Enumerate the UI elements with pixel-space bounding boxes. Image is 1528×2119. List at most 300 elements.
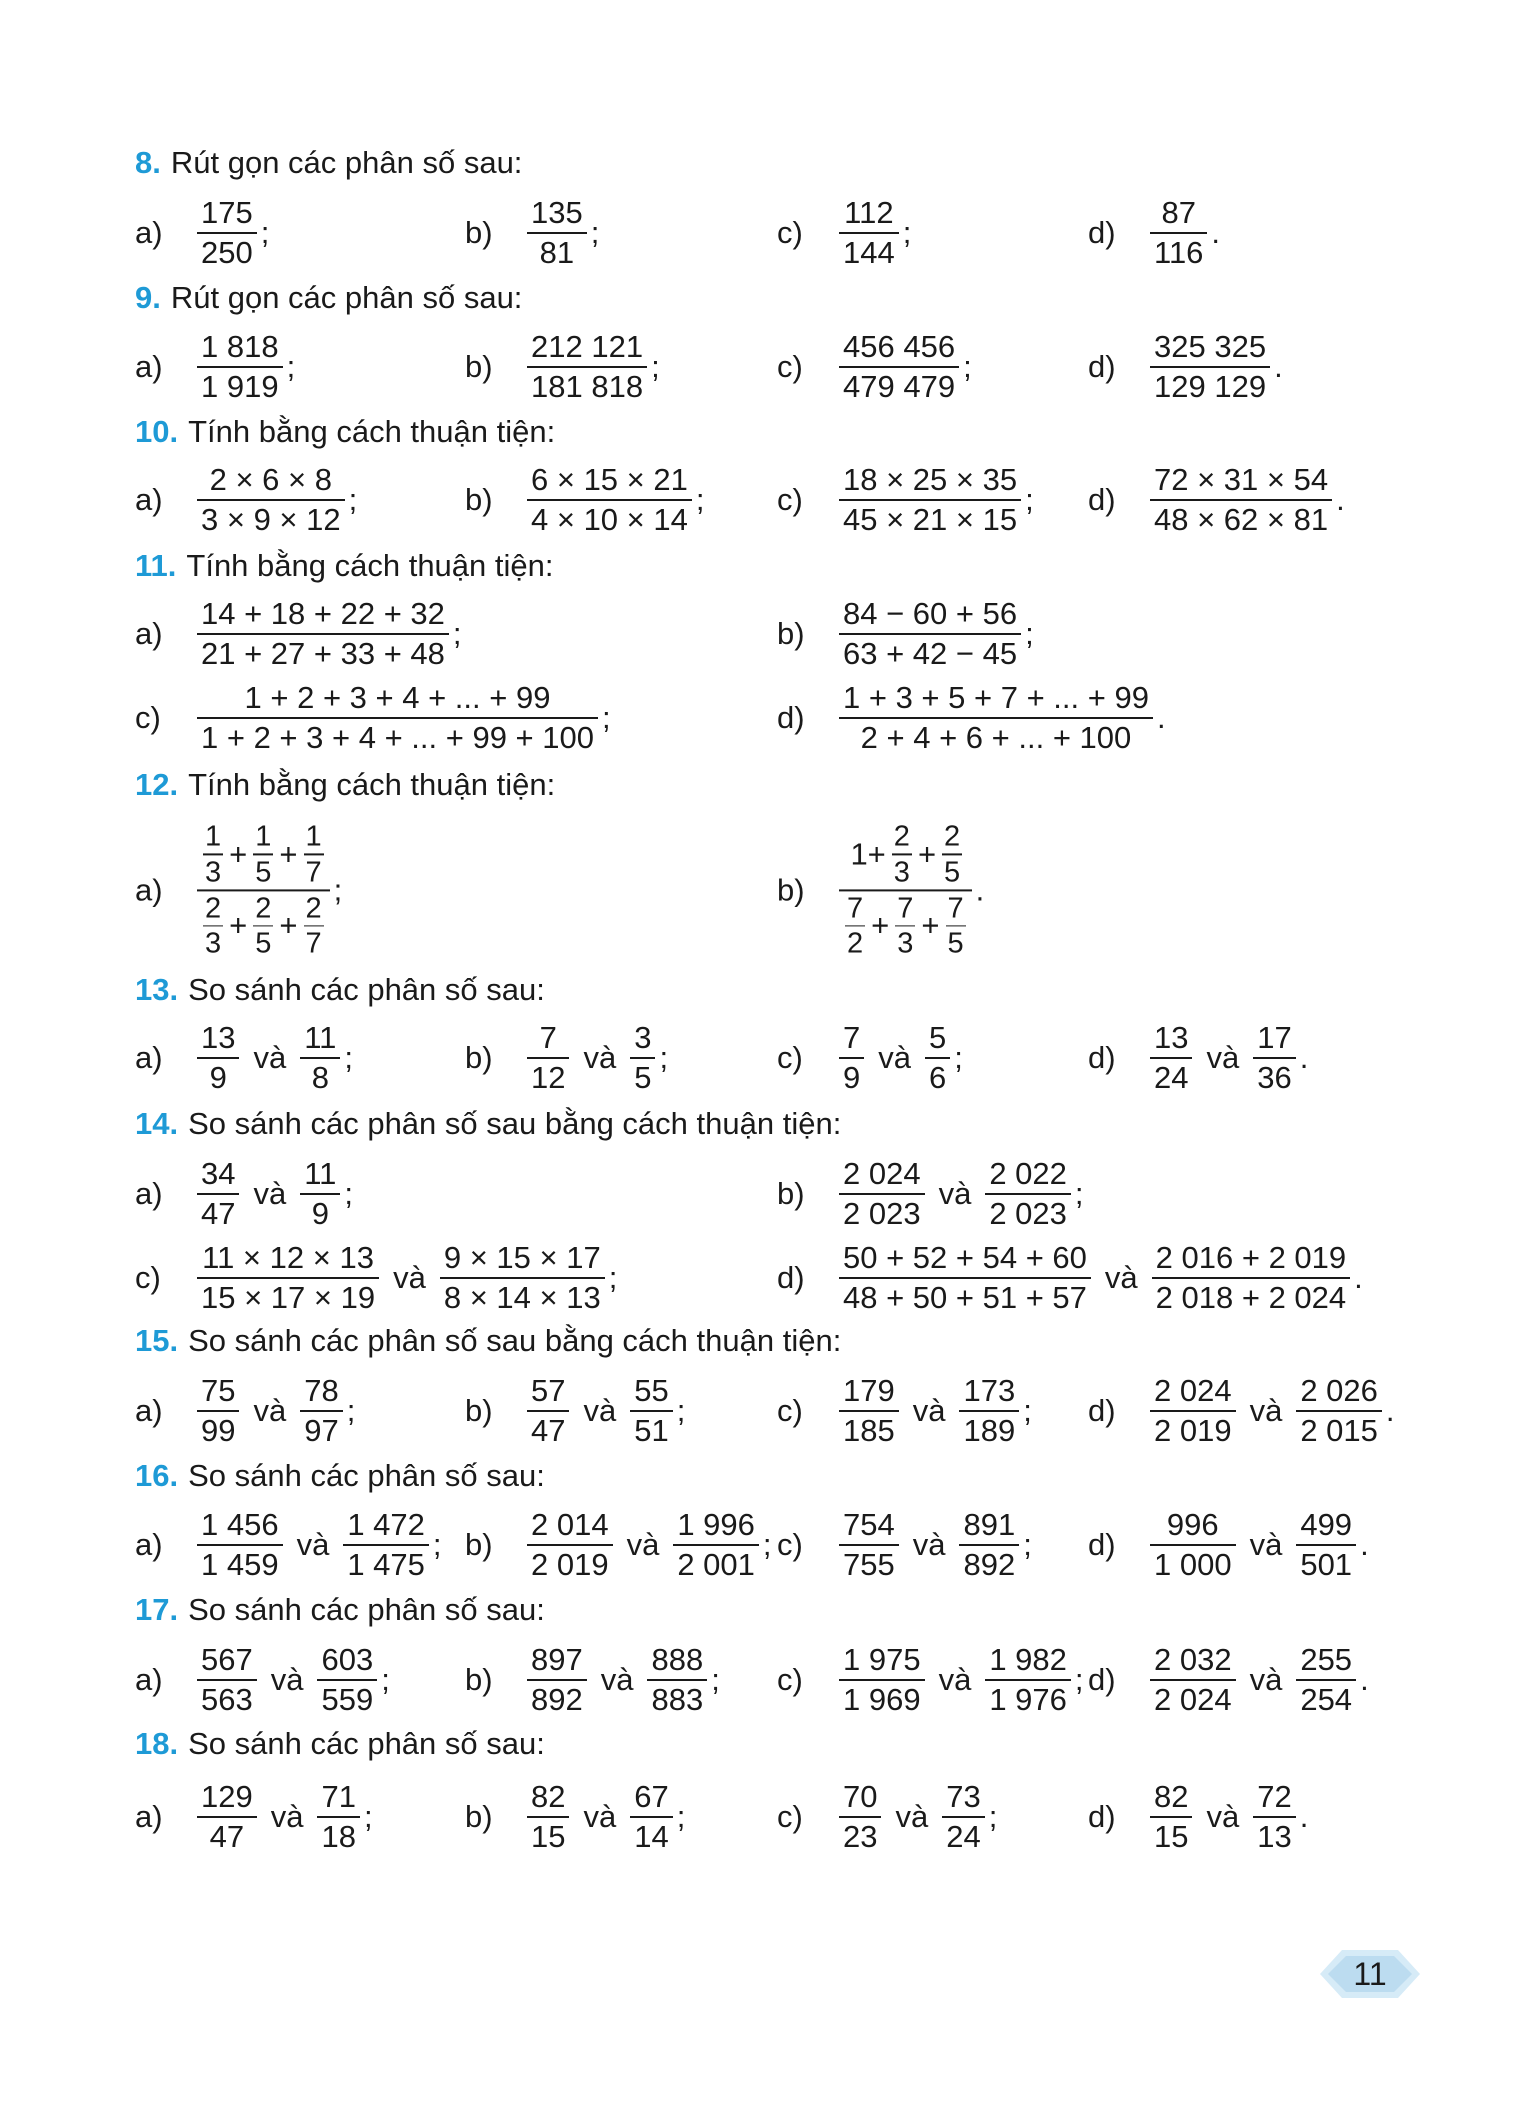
numerator: 3	[634, 1020, 652, 1055]
fraction-bar	[197, 232, 257, 234]
item-label: d)	[1088, 1662, 1116, 1697]
denominator: 47	[201, 1196, 236, 1231]
fraction-bar	[839, 1277, 1091, 1279]
numerator: 1 818	[201, 329, 279, 364]
fraction-bar	[892, 853, 912, 855]
fraction	[203, 820, 223, 888]
problem-item	[1088, 1507, 1369, 1583]
fraction	[845, 892, 865, 960]
fraction-bar	[253, 853, 273, 855]
exercise-heading	[135, 970, 545, 1010]
problem-item	[465, 195, 599, 271]
fraction	[197, 680, 598, 756]
expression	[195, 1779, 373, 1855]
expression	[837, 1020, 963, 1096]
fraction-bar	[317, 1816, 359, 1818]
fraction	[1150, 462, 1332, 538]
numerator: 2	[305, 892, 322, 924]
expression	[837, 1507, 1032, 1583]
numerator: 888	[651, 1642, 704, 1677]
punctuation: ;	[381, 1662, 390, 1697]
item-label: c)	[777, 215, 803, 250]
fraction-bar	[197, 366, 283, 368]
comparison-word: và	[583, 1040, 617, 1075]
item-label: c)	[777, 482, 803, 517]
punctuation: ;	[260, 215, 270, 250]
expression	[525, 195, 599, 271]
problem-item	[135, 1373, 355, 1449]
fraction	[197, 1373, 239, 1449]
fraction	[253, 892, 273, 960]
fraction	[942, 1779, 984, 1855]
problem-item	[777, 1642, 1084, 1718]
exercise-heading	[135, 278, 522, 318]
fraction	[839, 1156, 925, 1232]
fraction	[1296, 1373, 1382, 1449]
denominator: 479 479	[843, 369, 956, 404]
fraction-bar	[197, 889, 330, 891]
complex-fraction	[839, 820, 972, 959]
punctuation: .	[1354, 1260, 1363, 1295]
numerator: 17	[1257, 1020, 1292, 1055]
punctuation: ;	[608, 1260, 618, 1295]
comparison-word: và	[393, 1260, 426, 1295]
fraction	[197, 1240, 379, 1316]
numerator: 1	[305, 820, 322, 853]
fraction	[527, 195, 587, 271]
problem-item	[777, 1156, 1084, 1232]
expression	[525, 329, 660, 405]
denominator: 116	[1154, 235, 1204, 270]
problem-item	[135, 329, 295, 405]
fraction	[839, 1373, 899, 1449]
numerator: 1 + 3 + 5 + 7 + ... + 99	[843, 680, 1149, 715]
punctuation: .	[1211, 215, 1221, 250]
fraction	[839, 680, 1153, 756]
fraction	[1253, 1779, 1295, 1855]
fraction	[839, 329, 959, 405]
fraction-bar	[959, 1410, 1019, 1412]
fraction-bar	[304, 925, 324, 927]
numerator: 75	[201, 1373, 236, 1408]
fraction	[1150, 1779, 1192, 1855]
exercise-heading	[135, 1590, 545, 1630]
denominator: 2 019	[1154, 1413, 1232, 1448]
exercise-number: 17.	[135, 1592, 179, 1627]
denominator: 2 001	[677, 1547, 755, 1582]
denominator: 3	[205, 856, 222, 888]
item-label: d)	[1088, 1799, 1116, 1834]
fraction-bar	[839, 499, 1021, 501]
fraction-bar	[1253, 1816, 1295, 1818]
punctuation: ;	[601, 700, 611, 735]
denominator: 13	[1257, 1819, 1292, 1854]
denominator: 45 × 21 × 15	[843, 502, 1018, 537]
fraction-sum	[201, 820, 326, 888]
exercise-title: So sánh các phân số sau bằng cách thuận tiện:	[188, 1106, 842, 1141]
expression	[195, 596, 462, 672]
numerator: 2	[255, 892, 272, 924]
denominator: 51	[634, 1413, 669, 1448]
fraction-bar	[1150, 232, 1207, 234]
denominator: 129 129	[1154, 369, 1267, 404]
denominator: 6	[929, 1060, 947, 1095]
item-label: c)	[135, 1260, 161, 1295]
comparison-word: và	[1206, 1040, 1240, 1075]
fraction-bar	[317, 1679, 377, 1681]
numerator: 996	[1166, 1507, 1219, 1542]
numerator: 18 × 25 × 35	[843, 462, 1018, 497]
exercise-title: So sánh các phân số sau:	[188, 972, 545, 1007]
comparison-word: và	[938, 1176, 972, 1211]
punctuation: ;	[1025, 616, 1034, 651]
fraction-bar	[197, 1816, 257, 1818]
item-label: d)	[1088, 1527, 1116, 1562]
fraction	[527, 1373, 569, 1449]
operator: +	[921, 907, 940, 943]
denominator: 1 919	[201, 369, 279, 404]
comparison-word: và	[895, 1799, 929, 1834]
item-label: d)	[777, 700, 805, 735]
item-label: a)	[135, 215, 163, 250]
fraction	[839, 596, 1021, 672]
denominator	[839, 892, 972, 960]
problem-item	[777, 596, 1034, 672]
fraction-bar	[300, 1193, 340, 1195]
denominator: 21 + 27 + 33 + 48	[201, 636, 445, 671]
exercise-number: 14.	[135, 1106, 179, 1141]
comparison-word: và	[1249, 1393, 1283, 1428]
denominator: 97	[304, 1413, 339, 1448]
operator: 1+	[850, 836, 886, 872]
fraction-bar	[527, 499, 692, 501]
fraction-sum	[201, 892, 326, 960]
numerator: 84 − 60 + 56	[843, 596, 1018, 631]
problem-item	[777, 1240, 1363, 1316]
numerator: 456 456	[843, 329, 956, 364]
numerator: 9 × 15 × 17	[443, 1240, 601, 1275]
denominator: 5	[255, 927, 272, 960]
fraction	[942, 820, 962, 888]
problem-item	[135, 1507, 442, 1583]
expression	[837, 1642, 1084, 1718]
item-label: a)	[135, 1662, 163, 1697]
fraction-bar	[1150, 1410, 1236, 1412]
denominator: 1 000	[1154, 1547, 1232, 1582]
problem-item	[135, 596, 462, 672]
numerator: 2	[205, 892, 222, 924]
problem-item	[135, 1779, 373, 1855]
expression	[837, 195, 911, 271]
exercise-number: 16.	[135, 1458, 179, 1493]
fraction	[839, 195, 899, 271]
item-label: b)	[465, 1393, 493, 1428]
comparison-word: và	[253, 1176, 287, 1211]
fraction-bar	[304, 853, 324, 855]
exercise-title: Tính bằng cách thuận tiện:	[186, 548, 554, 583]
fraction	[839, 462, 1021, 538]
fraction	[440, 1240, 605, 1316]
denominator: 2 019	[531, 1547, 609, 1582]
fraction-sum	[843, 892, 968, 960]
punctuation: .	[1299, 1799, 1309, 1834]
fraction	[527, 1507, 613, 1583]
denominator: 250	[201, 235, 253, 270]
denominator: 81	[539, 235, 575, 270]
item-label: a)	[135, 1527, 163, 1562]
item-label: a)	[135, 482, 163, 517]
fraction	[839, 1779, 881, 1855]
denominator: 47	[209, 1819, 245, 1854]
expression	[195, 1240, 617, 1316]
fraction	[959, 1507, 1019, 1583]
comparison-word: và	[270, 1799, 304, 1834]
denominator: 501	[1300, 1547, 1353, 1582]
denominator: 47	[531, 1413, 566, 1448]
fraction-bar	[1296, 1679, 1356, 1681]
item-label: b)	[777, 1176, 805, 1211]
expression	[837, 596, 1034, 672]
page-number: 11	[1353, 1955, 1387, 1992]
denominator: 63 + 42 − 45	[843, 636, 1018, 671]
comparison-word: và	[270, 1662, 304, 1697]
punctuation: ;	[590, 215, 600, 250]
fraction-bar	[942, 1816, 984, 1818]
exercise-12-b	[777, 820, 984, 959]
fraction-bar	[527, 1544, 613, 1546]
item-label: c)	[777, 349, 803, 384]
denominator: 559	[321, 1682, 374, 1717]
numerator: 87	[1161, 195, 1196, 230]
denominator: 1 976	[989, 1682, 1067, 1717]
numerator: 754	[843, 1507, 895, 1542]
numerator: 82	[531, 1779, 566, 1814]
problem-item	[465, 1779, 685, 1855]
punctuation: ;	[676, 1799, 686, 1834]
fraction	[197, 1507, 283, 1583]
denominator: 185	[843, 1413, 895, 1448]
expression	[195, 195, 269, 271]
fraction	[197, 596, 449, 672]
item-label: a)	[135, 1040, 163, 1075]
fraction-bar	[197, 1277, 379, 1279]
denominator: 9	[209, 1060, 227, 1095]
punctuation: ;	[963, 349, 972, 384]
denominator: 9	[843, 1060, 861, 1095]
item-label: b)	[465, 1527, 493, 1562]
fraction-bar	[1150, 1816, 1192, 1818]
comparison-word: và	[626, 1527, 660, 1562]
expression	[525, 1779, 685, 1855]
numerator: 2 × 6 × 8	[209, 462, 332, 497]
exercise-number: 11.	[135, 548, 177, 583]
fraction-bar	[527, 1679, 587, 1681]
fraction-bar	[1150, 499, 1332, 501]
fraction	[343, 1507, 429, 1583]
comparison-word: và	[296, 1527, 330, 1562]
fraction-bar	[197, 633, 449, 635]
denominator: 5	[947, 927, 964, 960]
fraction-bar	[946, 925, 966, 927]
punctuation: ;	[344, 1176, 354, 1211]
denominator: 8 × 14 × 13	[443, 1280, 601, 1315]
numerator: 891	[963, 1507, 1016, 1542]
denominator: 23	[843, 1819, 878, 1854]
numerator: 499	[1300, 1507, 1353, 1542]
comparison-word: và	[253, 1040, 287, 1075]
fraction-bar	[630, 1410, 672, 1412]
fraction	[1150, 1020, 1192, 1096]
exercise-number: 10.	[135, 414, 179, 449]
item-label: c)	[777, 1393, 803, 1428]
fraction	[839, 1642, 925, 1718]
fraction-bar	[839, 1057, 864, 1059]
punctuation: .	[1360, 1662, 1369, 1697]
exercise-heading	[135, 1104, 841, 1144]
fraction	[892, 820, 912, 888]
punctuation: .	[1299, 1040, 1309, 1075]
item-label: a)	[135, 1176, 163, 1211]
exercise-heading	[135, 1724, 545, 1764]
denominator: 3 × 9 × 12	[201, 502, 341, 537]
fraction	[985, 1156, 1071, 1232]
item-label: b)	[465, 1662, 493, 1697]
numerator: 78	[304, 1373, 339, 1408]
item-label: c)	[777, 1799, 803, 1834]
fraction-bar	[839, 717, 1153, 719]
numerator	[842, 820, 968, 888]
expression	[1148, 329, 1283, 405]
operator: +	[229, 836, 248, 872]
fraction	[197, 1020, 239, 1096]
problem-item	[135, 1642, 390, 1718]
fraction	[959, 1373, 1019, 1449]
fraction-bar	[197, 717, 598, 719]
fraction-bar	[253, 925, 273, 927]
item-label: a)	[135, 349, 163, 384]
numerator: 173	[963, 1373, 1016, 1408]
fraction	[317, 1642, 377, 1718]
numerator: 255	[1300, 1642, 1353, 1677]
item-label: a)	[135, 1393, 163, 1428]
fraction-bar	[839, 1410, 899, 1412]
numerator: 1 975	[843, 1642, 921, 1677]
punctuation: .	[1360, 1527, 1369, 1562]
fraction-bar	[942, 853, 962, 855]
numerator: 1	[255, 820, 272, 853]
fraction	[985, 1642, 1071, 1718]
expression	[195, 329, 295, 405]
fraction-bar	[839, 633, 1021, 635]
numerator: 13	[201, 1020, 236, 1055]
expression	[1148, 1373, 1395, 1449]
problem-item	[777, 1373, 1032, 1449]
fraction	[1150, 329, 1270, 405]
expression	[195, 1020, 353, 1096]
denominator: 24	[1154, 1060, 1189, 1095]
expression	[1148, 1642, 1369, 1718]
operator: +	[229, 907, 248, 943]
punctuation: ;	[762, 1527, 772, 1562]
denominator: 2 023	[989, 1196, 1067, 1231]
item-label: c)	[777, 1662, 803, 1697]
fraction-bar	[839, 1816, 881, 1818]
fraction-bar	[527, 366, 647, 368]
numerator: 2 022	[989, 1156, 1067, 1191]
fraction	[1150, 1373, 1236, 1449]
problem-item	[1088, 1779, 1308, 1855]
punctuation: .	[1336, 482, 1345, 517]
numerator: 135	[531, 195, 583, 230]
exercise-heading	[135, 143, 522, 183]
fraction	[630, 1373, 672, 1449]
punctuation: ;	[988, 1799, 998, 1834]
punctuation: ;	[1074, 1662, 1084, 1697]
numerator: 57	[531, 1373, 566, 1408]
comparison-word: và	[600, 1662, 634, 1697]
denominator: 3	[893, 856, 910, 888]
problem-item	[135, 1240, 617, 1316]
fraction	[197, 1779, 257, 1855]
fraction-bar	[925, 1057, 950, 1059]
denominator: 563	[201, 1682, 253, 1717]
problem-item	[777, 195, 911, 271]
expression	[837, 1240, 1363, 1316]
fraction-bar	[1150, 1057, 1192, 1059]
numerator: 212 121	[531, 329, 644, 364]
fraction	[1296, 1507, 1356, 1583]
fraction-bar	[839, 1193, 925, 1195]
denominator: 5	[634, 1060, 652, 1095]
denominator: 48 × 62 × 81	[1154, 502, 1329, 537]
problem-item	[135, 680, 611, 756]
denominator: 99	[201, 1413, 236, 1448]
denominator: 14	[634, 1819, 669, 1854]
problem-item	[135, 1156, 353, 1232]
fraction-bar	[1152, 1277, 1350, 1279]
fraction-bar	[985, 1193, 1071, 1195]
numerator: 897	[531, 1642, 583, 1677]
denominator: 7	[305, 856, 322, 888]
denominator: 2 + 4 + 6 + ... + 100	[860, 720, 1132, 755]
item-label: b)	[465, 215, 493, 250]
problem-item	[465, 1020, 668, 1096]
numerator: 2	[944, 820, 961, 853]
numerator	[197, 820, 330, 888]
punctuation: .	[1274, 349, 1283, 384]
expression	[1148, 195, 1220, 271]
expression	[837, 680, 1166, 756]
expression	[1148, 1507, 1369, 1583]
punctuation: .	[975, 872, 985, 907]
fraction	[197, 462, 345, 538]
numerator: 1 982	[989, 1642, 1067, 1677]
problem-item	[465, 1642, 720, 1718]
fraction-bar	[527, 1816, 569, 1818]
fraction	[1296, 1642, 1356, 1718]
fraction-bar	[630, 1816, 672, 1818]
item-label: b)	[777, 872, 805, 907]
operator: +	[917, 836, 937, 872]
comparison-word: và	[1249, 1662, 1283, 1697]
fraction-bar	[839, 366, 959, 368]
expression	[1148, 462, 1345, 538]
exercise-heading	[135, 1456, 545, 1496]
fraction	[197, 329, 283, 405]
numerator: 14 + 18 + 22 + 32	[201, 596, 445, 631]
punctuation: ;	[711, 1662, 720, 1697]
fraction-bar	[839, 232, 899, 234]
